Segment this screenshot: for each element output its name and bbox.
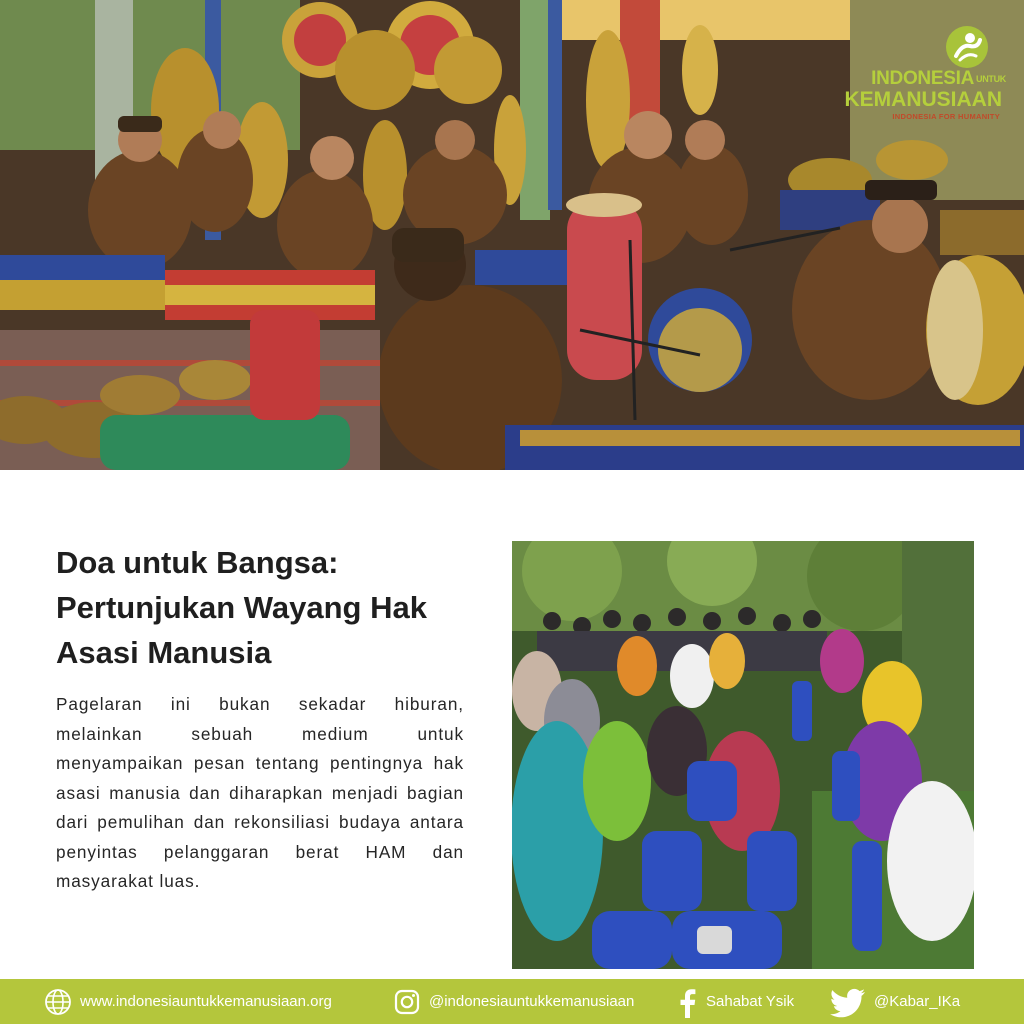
- audience-photo: [512, 541, 974, 969]
- logo-word-indonesia: INDONESIA: [871, 68, 974, 89]
- article-title: Doa untuk Bangsa: Pertunjukan Wayang Hak Asasi Manusia: [56, 545, 427, 670]
- footer-facebook-text: Sahabat Ysik: [706, 993, 795, 1010]
- instagram-icon: [393, 988, 421, 1016]
- footer-instagram-link[interactable]: [393, 979, 634, 1024]
- logo-word-kemanusiaan: KEMANUSIAAN: [844, 88, 1002, 111]
- footer-twitter-link[interactable]: [830, 979, 960, 1024]
- footer-twitter-text: @Kabar_IKa: [874, 993, 961, 1010]
- footer-website-link[interactable]: [44, 979, 332, 1024]
- brand-logo: [836, 26, 1006, 126]
- audience-scene-illustration: [512, 541, 974, 969]
- logo-badge-icon: [946, 26, 988, 68]
- logo-line1: [871, 68, 1006, 90]
- footer-website-text: www.indonesiauntukkemanusiaan.org: [80, 993, 332, 1010]
- gamelan-performance-photo: [0, 0, 1024, 470]
- globe-icon: [44, 988, 72, 1016]
- footer-instagram-text: @indonesiauntukkemanusiaan: [429, 993, 635, 1010]
- logo-tagline: INDONESIA FOR HUMANITY: [892, 112, 1000, 121]
- article-body: Pagelaran ini bukan sekadar hiburan, melainkan sebuah medium untuk menyampaikan pesan tentang pentingnya hak asasi manusia dan diharapkan menjadi bagian dari pemulihan dan rekonsiliasi budaya antara penyintas pelanggaran berat HAM dan masyarakat luas.: [56, 694, 464, 891]
- facebook-icon: [676, 988, 698, 1016]
- footer-bar: [0, 979, 1024, 1024]
- twitter-icon: [830, 988, 866, 1016]
- logo-word-untuk: UNTUK: [976, 73, 1006, 84]
- footer-facebook-link[interactable]: [676, 979, 794, 1024]
